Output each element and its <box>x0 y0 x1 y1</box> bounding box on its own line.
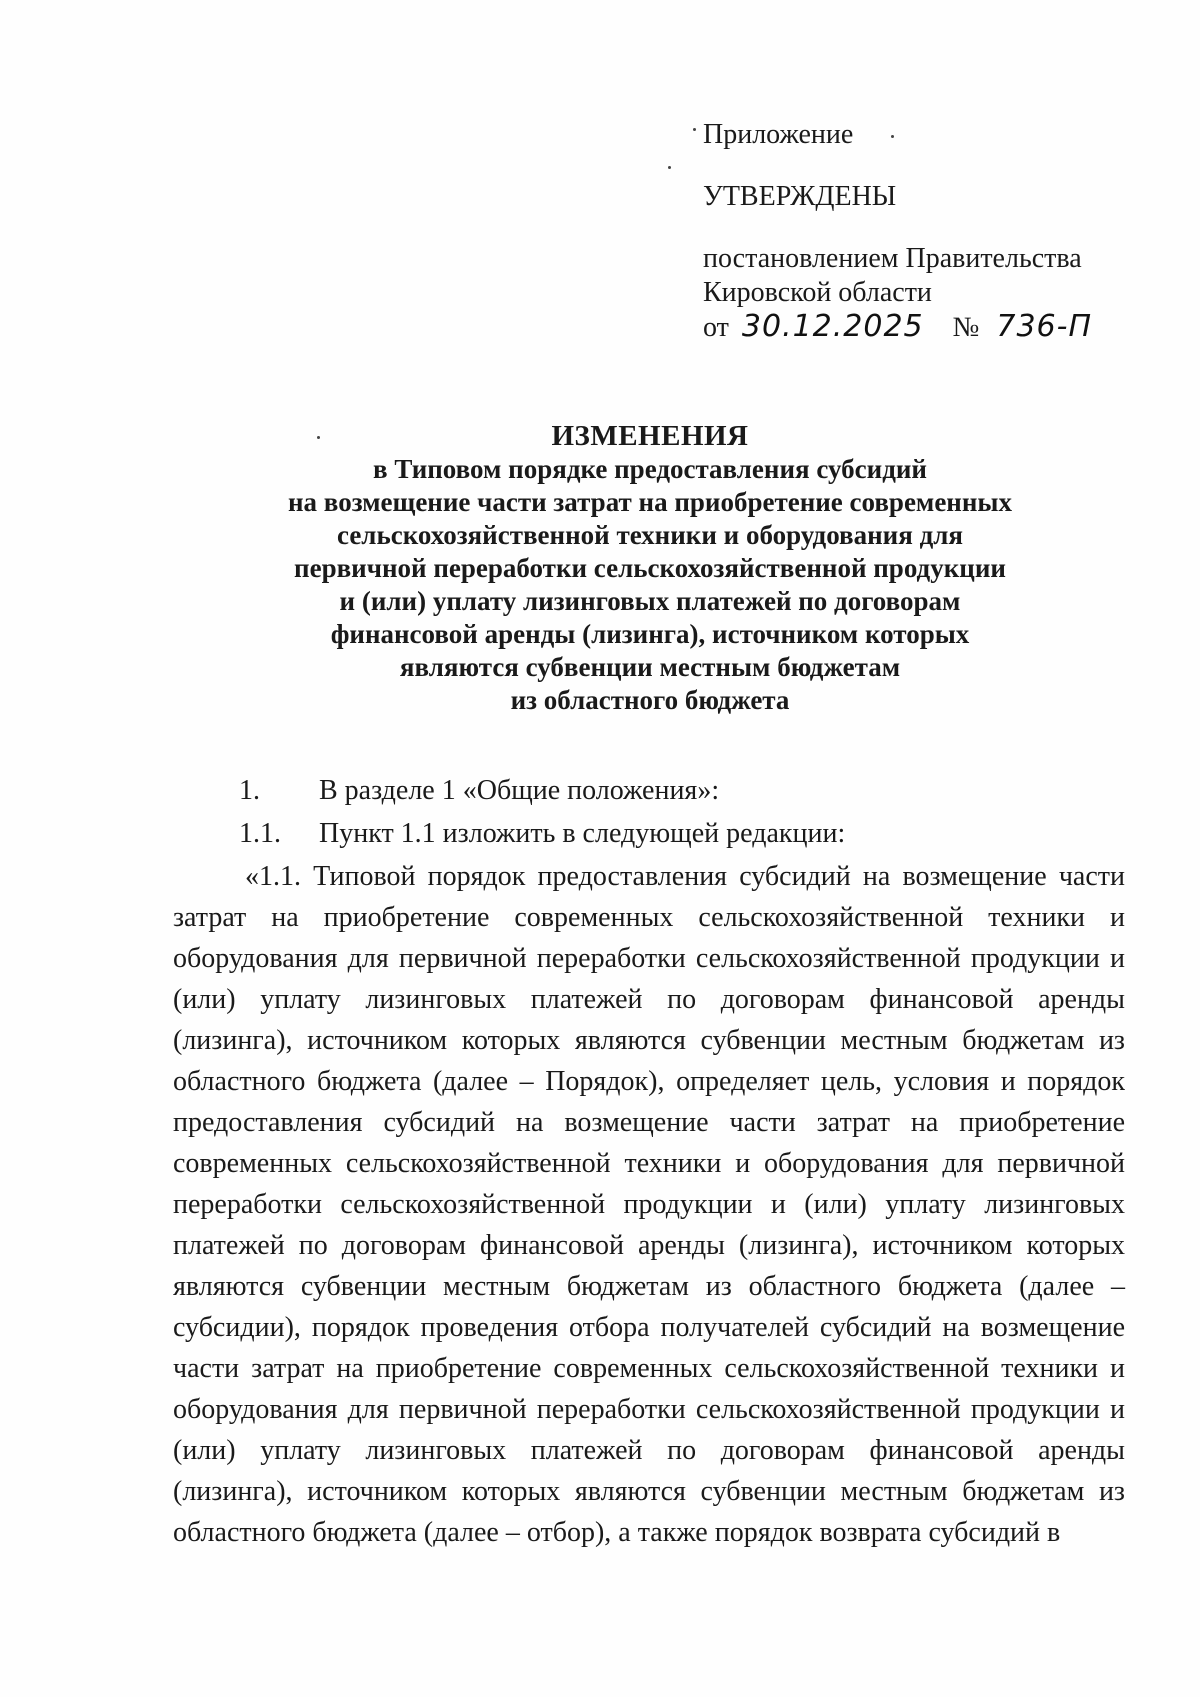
title-line: сельскохозяйственной техники и оборудования для <box>337 520 963 550</box>
title-line: на возмещение части затрат на приобретение современных <box>287 487 1013 517</box>
scan-speck <box>693 128 696 131</box>
title-line: в Типовом порядке предоставления субсидий <box>373 454 927 484</box>
date-prefix: от <box>703 312 729 343</box>
handwritten-date: 30.12.2025 <box>741 309 924 344</box>
list-item <box>173 770 1125 811</box>
number-sign: № <box>952 312 980 343</box>
approved-label: УТВЕРЖДЕНЫ <box>703 181 897 212</box>
title-line: первичной переработки сельскохозяйственной продукции <box>294 553 1006 583</box>
item-text: Пункт 1.1 изложить в следующей редакции: <box>319 818 846 849</box>
title-line: являются субвенции местным бюджетам <box>399 652 901 682</box>
list-item <box>173 813 1125 854</box>
title-heading: ИЗМЕНЕНИЯ <box>551 420 749 452</box>
item-text: В разделе 1 «Общие положения»: <box>319 775 720 806</box>
handwritten-number: 736-П <box>996 309 1093 344</box>
body-paragraph: «1.1. Типовой порядок предоставления субсидий на возмещение части затрат на приобретение современных сельскохозяйственной техники и оборудования для первичной переработки сельскохозяйственной продукции и (или) уплату лизинговых платежей по договорам финансовой аренды (лизинга), источником которых являются субвенции местным бюджетам из областного бюджета (далее – Порядок), определяет цель, условия и порядок предоставления субсидий на возмещение части затрат на приобретение современных сельскохозяйственной техники и оборудования для первичной переработки сельскохозяйственной продукции и (или) уплату лизинговых платежей по договорам финансовой аренды (лизинга), источником которых являются субвенции местным бюджетам из областного бюджета (далее – субсидии), порядок проведения отбора получателей субсидий на возмещение части затрат на приобретение современных сельскохозяйственной техники и оборудования для первичной переработки сельскохозяйственной продукции и (или) уплату лизинговых платежей по договорам финансовой аренды (лизинга), источником которых являются субвенции местным бюджетам из областного бюджета (далее – отбор), а также порядок возврата субсидий в <box>173 861 1125 1548</box>
document-body <box>173 770 1125 1553</box>
title-line: финансовой аренды (лизинга), источником которых <box>330 619 970 649</box>
item-number: 1.1. <box>239 818 281 849</box>
item-number: 1. <box>239 775 260 806</box>
region-line: Кировской области <box>703 277 932 308</box>
scan-speck <box>668 166 671 169</box>
title-line: из областного бюджета <box>510 685 790 715</box>
document-title <box>180 420 1120 717</box>
appendix-label: Приложение <box>703 119 854 150</box>
title-line: и (или) уплату лизинговых платежей по договорам <box>339 586 961 616</box>
date-line <box>703 310 1092 345</box>
decree-line: постановлением Правительства <box>703 243 1082 274</box>
approval-block <box>703 118 1092 345</box>
